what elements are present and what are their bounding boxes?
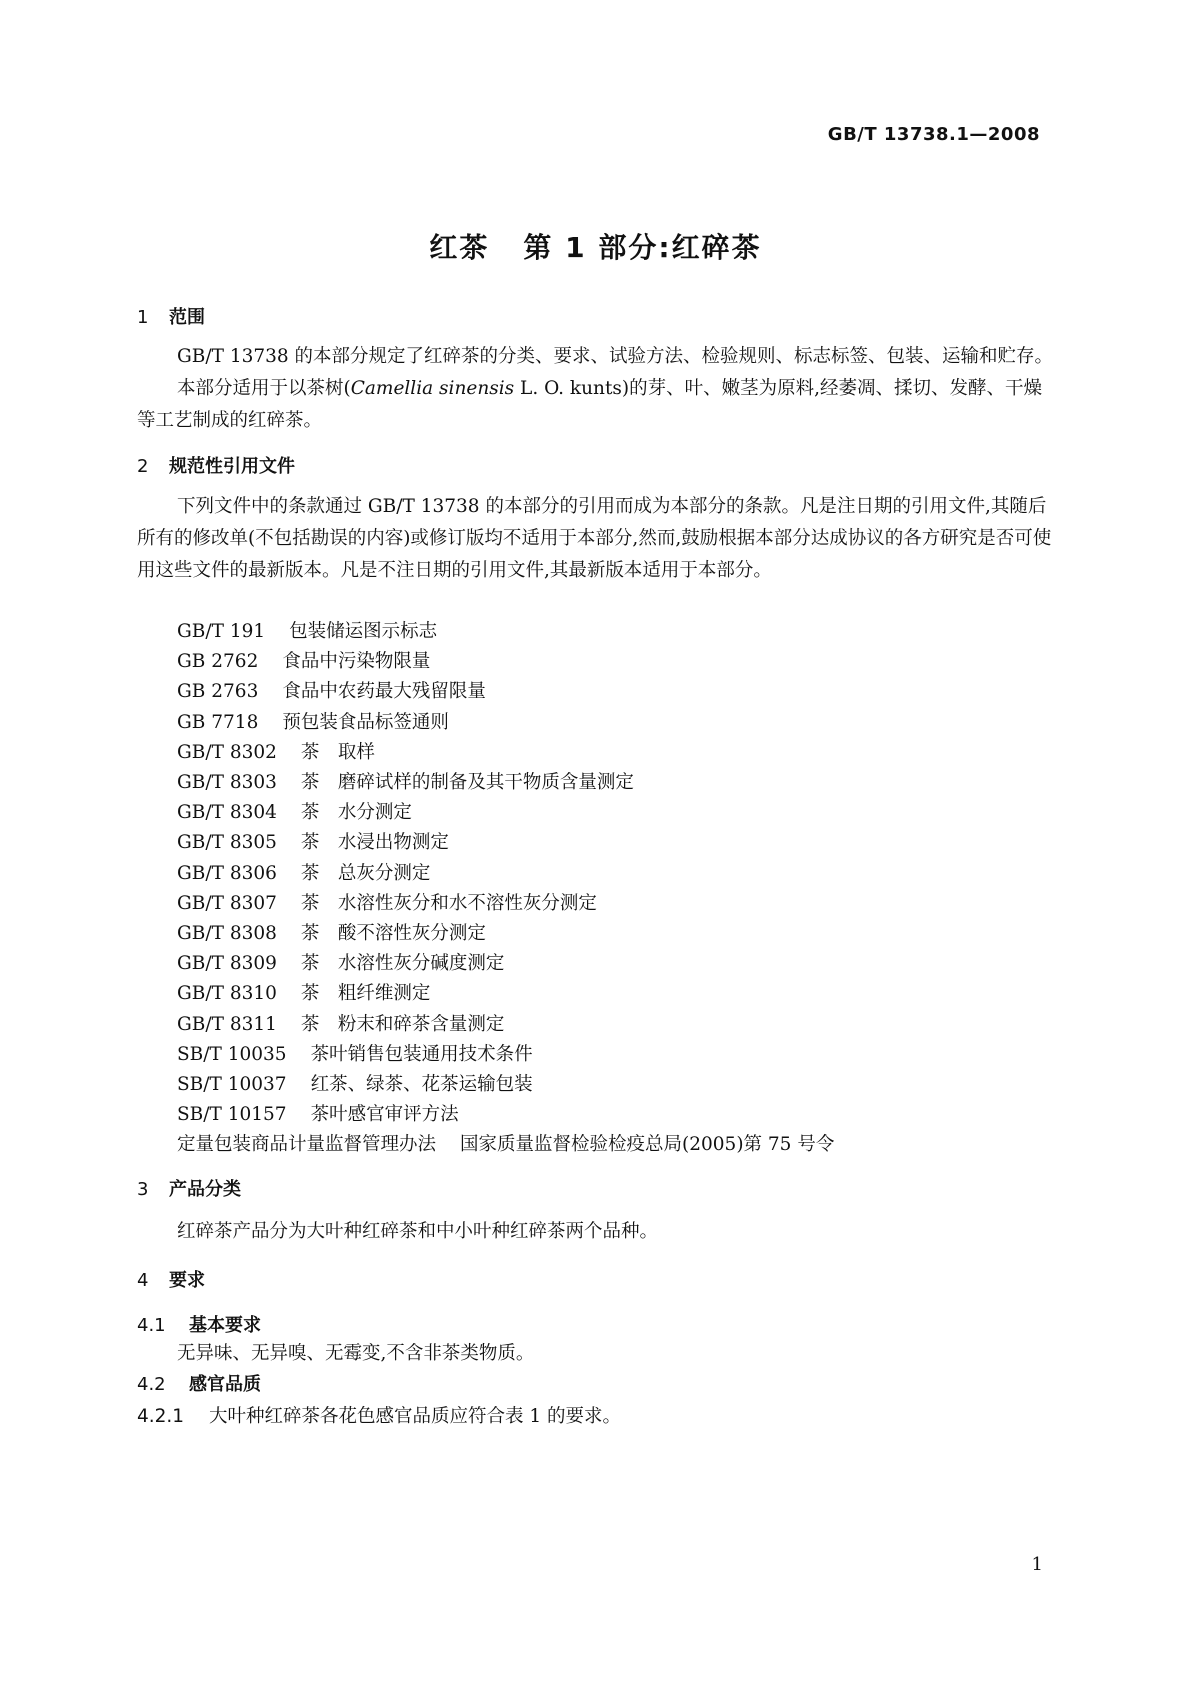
reference-title: 茶 粗纤维测定 [300,983,431,1005]
reference-code: GB 2762 [177,651,259,673]
reference-title: 茶 取样 [300,741,375,763]
reference-item [177,828,449,854]
reference-item [177,647,430,673]
reference-code: GB/T 8304 [177,802,277,824]
section-4-1-heading: 4.1 基本要求 [137,1315,261,1336]
section-4-1-paragraph: 无异味、无异嗅、无霉变,不含非茶类物质。 [177,1343,535,1364]
reference-title: 红茶、绿茶、花茶运输包装 [310,1074,533,1095]
reference-title: 茶叶感官审评方法 [310,1104,459,1126]
section-2-heading: 2 规范性引用文件 [137,456,295,477]
reference-code: GB/T 8307 [177,892,277,914]
reference-code: 定量包装商品计量监督管理办法 [177,1134,437,1156]
reference-item [177,798,412,824]
section-1-paragraph-1: GB/T 13738 的本部分规定了红碎茶的分类、要求、试验方法、检验规则、标志标签、包装、运输和贮存。 [177,346,1054,367]
reference-title: 茶叶销售包装通用技术条件 [310,1043,533,1065]
reference-title: 茶 酸不溶性灰分测定 [300,923,486,944]
section-1-heading: 1 范围 [137,307,205,328]
reference-code: GB/T 8311 [177,1013,277,1035]
document-title [0,226,1191,266]
reference-code: GB/T 8309 [177,953,277,975]
reference-code: SB/T 10157 [177,1104,287,1126]
standard-code: GB/T 13738.1—2008 [827,124,1040,145]
reference-title: 茶 磨碎试样的制备及其干物质含量测定 [300,772,634,793]
reference-code: GB/T 8303 [177,772,277,793]
reference-item [177,738,375,764]
reference-title: 包装储运图示标志 [289,621,438,642]
reference-item [177,768,634,794]
reference-item [177,1010,504,1036]
reference-item [177,859,430,885]
reference-code: GB 2763 [177,681,259,703]
reference-code: GB 7718 [177,711,259,733]
reference-code: GB/T 191 [177,621,266,642]
reference-item [177,617,437,643]
reference-title: 茶 水溶性灰分和水不溶性灰分测定 [300,892,597,914]
reference-item [177,708,449,734]
reference-title: 国家质量监督检验检疫总局(2005)第 75 号令 [460,1134,835,1156]
reference-title: 预包装食品标签通则 [282,711,449,733]
reference-code: SB/T 10035 [177,1043,287,1065]
reference-code: SB/T 10037 [177,1074,287,1095]
reference-title: 茶 总灰分测定 [300,862,431,884]
reference-code: GB/T 8308 [177,923,277,944]
clause-4-2-1: 4.2.1 大叶种红碎茶各花色感官品质应符合表 1 的要求。 [137,1406,622,1427]
reference-item [177,979,430,1005]
section-2-paragraph: 下列文件中的条款通过 GB/T 13738 的本部分的引用而成为本部分的条款。凡是注日期的引用文件,其随后所有的修改单(不包括勘误的内容)或修订版均不适用于本部分,然而,鼓励根据本部分达成协议的各方研究是否可使用这些文件的最新版本。凡是不注日期的引用文件,其最新版本适用于本部分。 [137,496,1052,581]
title-part-2: 第 1 部分:红碎茶 [523,231,762,264]
reference-item [177,1100,459,1126]
reference-code: GB/T 8305 [177,832,277,854]
title-part-1: 红茶 [429,231,490,264]
section-4-heading: 4 要求 [137,1270,205,1291]
section-3-paragraph: 红碎茶产品分为大叶种红碎茶和中小叶种红碎茶两个品种。 [177,1221,659,1242]
reference-title: 食品中污染物限量 [282,651,431,673]
section-4-2-heading: 4.2 感官品质 [137,1374,261,1395]
reference-title: 食品中农药最大残留限量 [282,681,486,703]
reference-item [177,1070,533,1096]
section-1-paragraph-2: 本部分适用于以茶树(Camellia sinensis L. O. kunts)的芽、叶、嫩茎为原料,经萎凋、揉切、发酵、干燥等工艺制成的红碎茶。 [137,378,1042,431]
reference-code: GB/T 8302 [177,741,277,763]
reference-item [177,677,486,703]
reference-title: 茶 水溶性灰分碱度测定 [300,953,505,975]
reference-code: GB/T 8310 [177,983,277,1005]
reference-title: 茶 粉末和碎茶含量测定 [300,1013,505,1035]
reference-title: 茶 水浸出物测定 [300,832,449,854]
reference-item [177,919,486,945]
page-number: 1 [1031,1554,1043,1575]
reference-code: GB/T 8306 [177,862,277,884]
reference-item [177,1130,834,1156]
reference-item [177,889,597,915]
reference-title: 茶 水分测定 [300,802,412,824]
reference-item [177,1040,533,1066]
reference-item [177,949,504,975]
section-3-heading: 3 产品分类 [137,1179,241,1200]
